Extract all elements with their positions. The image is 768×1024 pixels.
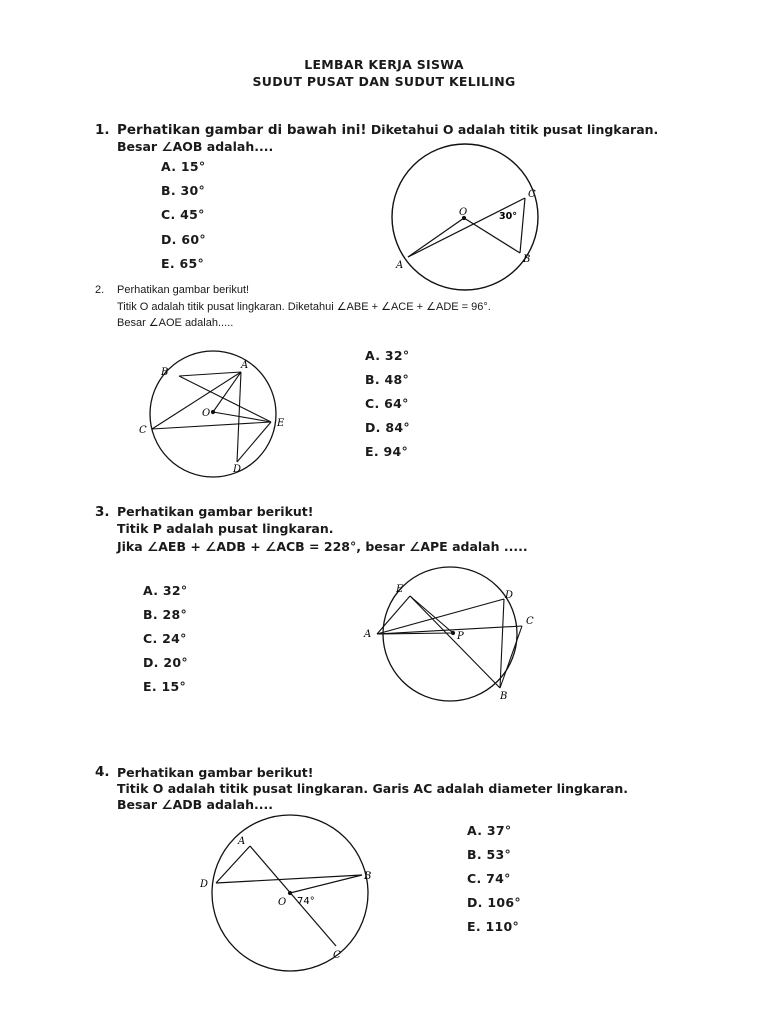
q3-option-b[interactable]: B. 28°	[143, 607, 188, 622]
q2-circle-figure	[135, 358, 295, 478]
q3-line-ad	[377, 599, 504, 634]
q1-line-oa	[408, 218, 464, 257]
q1-question: Besar ∠AOB adalah....	[117, 139, 274, 154]
q3-label-b: B	[500, 691, 508, 702]
q3-center-dot	[451, 631, 454, 634]
q4-given: Titik O adalah titik pusat lingkaran. Garis AC adalah diameter lingkaran.	[117, 781, 628, 796]
q4-label-d: D	[200, 879, 209, 890]
q4-question: Besar ∠ADB adalah....	[117, 797, 273, 812]
q2-line-oa	[213, 372, 241, 412]
q2-line-ba	[179, 372, 241, 376]
q2-line-oe	[213, 412, 271, 422]
q4-label-o: O	[278, 897, 287, 908]
q1-option-d[interactable]: D. 60°	[161, 232, 206, 247]
q2-label-o: O	[202, 408, 211, 419]
q4-option-e[interactable]: E. 110°	[467, 919, 520, 934]
q2-label-e: E	[277, 418, 285, 429]
q2-option-b[interactable]: B. 48°	[365, 372, 410, 387]
q3-number: 3.	[95, 504, 110, 520]
q3-label-e: E	[396, 584, 404, 595]
q4-label-c: C	[333, 950, 341, 961]
q2-label-d: D	[233, 464, 242, 475]
q3-option-d[interactable]: D. 20°	[143, 655, 188, 670]
q3-label-a: A	[364, 629, 372, 640]
q4-line-ob	[290, 875, 362, 893]
q3-given: Titik P adalah pusat lingkaran.	[117, 521, 334, 536]
q1-instruction: Perhatikan gambar di bawah ini!	[117, 122, 367, 138]
q2-question: Besar ∠AOE adalah.....	[117, 317, 234, 329]
q4-line-da	[216, 846, 250, 883]
q2-label-a: A	[241, 360, 249, 371]
q4-line-ac	[250, 846, 336, 946]
q1-given: Diketahui O adalah titik pusat lingkaran.	[370, 122, 659, 137]
q2-center-dot	[211, 410, 214, 413]
q3-label-c: C	[526, 616, 534, 627]
q1-option-a[interactable]: A. 15°	[161, 159, 206, 174]
q1-label-o: O	[459, 207, 468, 218]
q1-label-c: C	[528, 189, 536, 200]
q4-option-d[interactable]: D. 106°	[467, 895, 521, 910]
q4-option-a[interactable]: A. 37°	[467, 823, 512, 838]
q3-label-p: P	[457, 631, 464, 642]
q2-instruction: Perhatikan gambar berikut!	[117, 284, 250, 296]
q2-option-d[interactable]: D. 84°	[365, 420, 410, 435]
q4-option-b[interactable]: B. 53°	[467, 847, 512, 862]
q3-instruction: Perhatikan gambar berikut!	[117, 504, 314, 519]
q1-option-c[interactable]: C. 45°	[161, 207, 205, 222]
worksheet-title: LEMBAR KERJA SISWA	[304, 57, 464, 72]
q2-option-c[interactable]: C. 64°	[365, 396, 409, 411]
q4-angle-label: 74°	[297, 896, 315, 907]
q2-label-b: B	[161, 367, 169, 378]
q4-circle-figure	[195, 830, 385, 970]
q3-option-c[interactable]: C. 24°	[143, 631, 187, 646]
q4-line-db	[216, 875, 362, 883]
q3-question: Jika ∠AEB + ∠ADB + ∠ACB = 228°, besar ∠APE adalah .....	[117, 539, 528, 554]
q2-given: Titik O adalah titik pusat lingkaran. Diketahui ∠ABE + ∠ACE + ∠ADE = 96°.	[117, 301, 491, 313]
q2-line-ce	[152, 422, 271, 429]
q2-line-de	[237, 422, 271, 462]
q1-line-cb	[520, 198, 525, 253]
q4-label-b: B	[364, 871, 372, 882]
q1-label-a: A	[396, 260, 404, 271]
q3-line-eb	[410, 596, 500, 688]
q1-label-b: B	[523, 254, 531, 265]
q4-number: 4.	[95, 764, 110, 780]
worksheet-subtitle: SUDUT PUSAT DAN SUDUT KELILING	[252, 74, 516, 89]
q2-option-a[interactable]: A. 32°	[365, 348, 410, 363]
q1-circle-figure	[385, 160, 555, 275]
q1-line-ob	[464, 218, 520, 253]
q2-option-e[interactable]: E. 94°	[365, 444, 409, 459]
q4-instruction: Perhatikan gambar berikut!	[117, 765, 314, 780]
q3-label-d: D	[505, 590, 514, 601]
q2-number: 2.	[95, 284, 105, 296]
q3-option-e[interactable]: E. 15°	[143, 679, 187, 694]
q1-text-line1	[117, 122, 658, 138]
q1-option-e[interactable]: E. 65°	[161, 256, 205, 271]
q3-line-ae	[377, 596, 410, 634]
q1-option-b[interactable]: B. 30°	[161, 183, 206, 198]
q1-angle-label: 30°	[499, 211, 517, 222]
q4-option-c[interactable]: C. 74°	[467, 871, 511, 886]
q3-line-cb	[500, 626, 522, 688]
q2-label-c: C	[139, 425, 147, 436]
q4-center-dot	[288, 891, 291, 894]
q3-option-a[interactable]: A. 32°	[143, 583, 188, 598]
q1-number: 1.	[95, 122, 110, 138]
q3-circle-figure	[360, 578, 545, 703]
q4-label-a: A	[238, 836, 246, 847]
